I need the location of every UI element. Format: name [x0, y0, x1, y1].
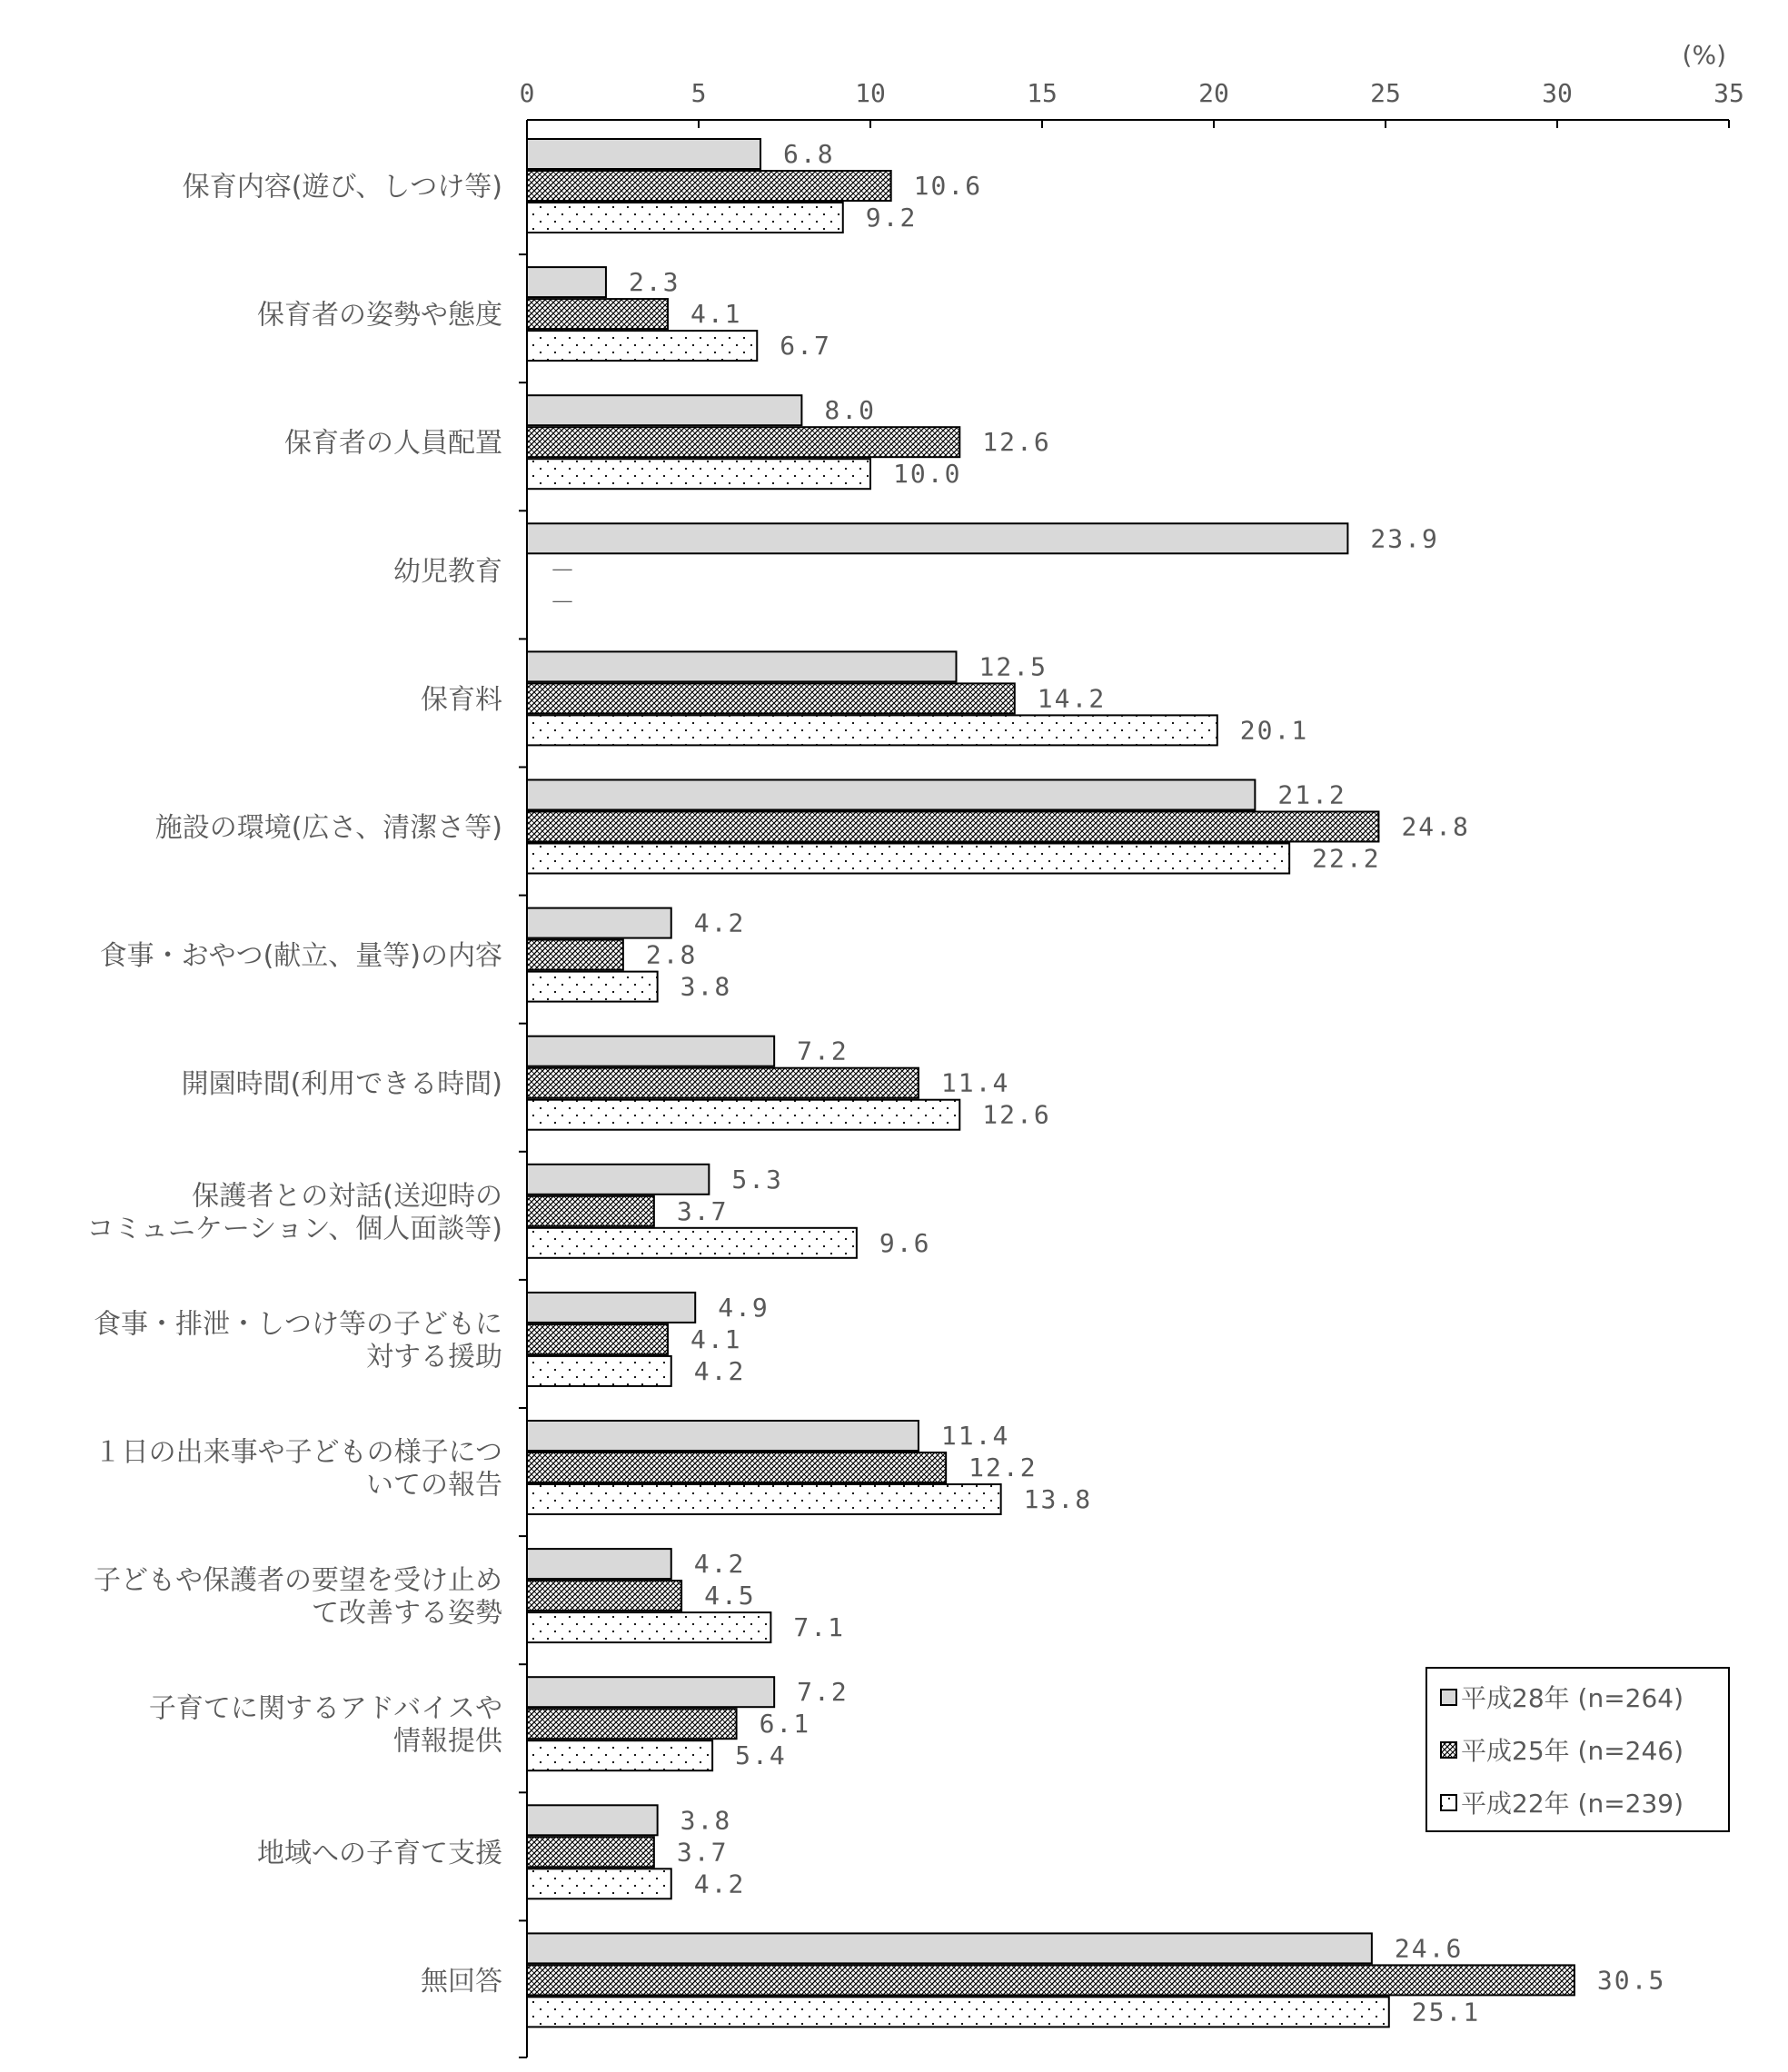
data-label: 10.0: [893, 459, 962, 490]
data-label: 2.3: [628, 267, 680, 298]
data-label: 20.1: [1239, 715, 1309, 746]
bar: [527, 1965, 1574, 1995]
data-label: 5.4: [735, 1740, 787, 1771]
data-label: 7.2: [797, 1677, 849, 1708]
legend-swatch: [1441, 1690, 1456, 1705]
data-label: 30.5: [1596, 1965, 1666, 1996]
bar: [527, 1293, 695, 1323]
category-label: コミュニケーション、個人面談等): [86, 1213, 502, 1245]
bar: [527, 1740, 712, 1770]
bar: [527, 1997, 1389, 2027]
legend-entry: 平成25年 (n=246): [1461, 1736, 1684, 1766]
data-label: 25.1: [1411, 1997, 1481, 2027]
bar: [527, 908, 671, 938]
bar: [527, 1036, 774, 1066]
bar: [527, 1356, 671, 1386]
legend: [1426, 1668, 1729, 1831]
category-label: 子育てに関するアドバイスや: [148, 1692, 502, 1725]
bar: [527, 1100, 959, 1130]
data-label: 6.1: [759, 1709, 811, 1740]
category-label: 食事・排泄・しつけ等の子どもに: [94, 1308, 502, 1341]
x-tick-label: 25: [1370, 78, 1401, 108]
category-label: 対する援助: [366, 1341, 502, 1373]
bar: [527, 812, 1378, 842]
data-label: 4.9: [718, 1292, 770, 1323]
legend-swatch: [1441, 1742, 1456, 1758]
bar: [527, 940, 623, 970]
bars-layer: [527, 139, 1574, 2027]
bar: [527, 780, 1255, 810]
category-label: 子どもや保護者の要望を受け止め: [94, 1564, 502, 1597]
x-tick-label: 5: [690, 78, 707, 108]
x-tick-label: 10: [855, 78, 886, 108]
data-label: 7.1: [793, 1612, 845, 1643]
category-label: 地域への子育て支援: [257, 1837, 502, 1869]
data-label: 3.7: [676, 1837, 729, 1868]
bar: [527, 1709, 737, 1739]
data-label: 3.7: [676, 1195, 729, 1226]
category-label: 保育者の人員配置: [284, 427, 502, 460]
category-label: 施設の環境(広さ、清潔さ等): [154, 812, 502, 844]
bar: [527, 1549, 671, 1579]
bar: [527, 203, 843, 233]
category-label: １日の出来事や子どもの様子につ: [94, 1436, 502, 1469]
bar: [527, 299, 668, 329]
bar: [527, 427, 959, 457]
category-label: て改善する姿勢: [312, 1597, 502, 1630]
bar: [527, 395, 801, 425]
bar: [527, 1837, 654, 1867]
bar: [527, 844, 1289, 874]
data-label: 22.2: [1312, 843, 1381, 874]
data-label: 21.2: [1277, 779, 1346, 810]
bar: [527, 1324, 668, 1354]
category-label: 無回答: [421, 1965, 502, 1998]
data-label: 8.0: [824, 395, 876, 426]
data-label: 4.2: [693, 1549, 746, 1580]
data-label: 4.2: [693, 1355, 746, 1386]
legend-entry: 平成22年 (n=239): [1461, 1789, 1684, 1819]
legend-entry: 平成28年 (n=264): [1461, 1683, 1684, 1713]
data-label: 4.2: [693, 1869, 746, 1899]
category-label: 保育料: [421, 683, 502, 716]
bar: [527, 1581, 681, 1611]
data-label: 4.2: [693, 907, 746, 938]
bar: [527, 1612, 770, 1642]
x-tick-label: 20: [1198, 78, 1229, 108]
data-label: 12.6: [982, 1099, 1051, 1130]
axis-unit-label: (%): [1682, 40, 1726, 70]
data-label: 4.1: [690, 299, 742, 330]
bar: [527, 1484, 1001, 1514]
data-label: 24.8: [1401, 811, 1470, 842]
category-label: 保育者の姿勢や態度: [257, 299, 502, 332]
bar: [527, 1421, 919, 1451]
data-label: －: [550, 555, 578, 586]
bar: [527, 1196, 654, 1226]
data-label: 23.9: [1370, 523, 1439, 554]
data-label: 14.2: [1037, 683, 1107, 714]
bar: [527, 1165, 709, 1195]
bar: [527, 267, 606, 297]
bar: [527, 715, 1217, 745]
data-label: 4.1: [690, 1324, 742, 1354]
bar: [527, 459, 870, 489]
bar: [527, 683, 1015, 713]
data-label: 6.8: [783, 139, 835, 169]
category-label: いての報告: [366, 1469, 502, 1502]
data-label: 10.6: [913, 171, 983, 201]
data-label: 12.2: [968, 1452, 1038, 1482]
data-label: 7.2: [797, 1036, 849, 1066]
data-label: 11.4: [940, 1421, 1010, 1451]
bar: [527, 1805, 658, 1835]
data-label: 3.8: [680, 1805, 732, 1836]
category-label: 開園時間(利用できる時間): [181, 1068, 502, 1101]
data-label: 12.5: [978, 651, 1048, 682]
category-label: 幼児教育: [393, 555, 502, 588]
category-label: 保育内容(遊び、しつけ等): [182, 171, 502, 203]
category-label: 保護者との対話(送迎時の: [192, 1180, 502, 1213]
data-label: 9.6: [879, 1227, 931, 1258]
data-label: －: [550, 587, 578, 618]
bar: [527, 651, 957, 681]
bar: [527, 1869, 671, 1899]
data-label: 5.3: [731, 1164, 783, 1195]
bar: [527, 1452, 946, 1482]
data-label: 4.5: [704, 1581, 756, 1611]
data-label: 2.8: [645, 939, 698, 970]
x-tick-label: 30: [1542, 78, 1573, 108]
data-label: 24.6: [1394, 1933, 1464, 1964]
data-label: 11.4: [940, 1067, 1010, 1098]
bar: [527, 972, 658, 1002]
data-label: 6.7: [780, 331, 831, 362]
bar: [527, 1068, 919, 1098]
x-tick-label: 35: [1714, 78, 1744, 108]
data-label: 3.8: [680, 971, 732, 1002]
x-tick-label: 15: [1027, 78, 1058, 108]
bar: [527, 1933, 1372, 1963]
data-label: 12.6: [982, 427, 1051, 458]
bar: [527, 139, 760, 169]
bar: [527, 523, 1347, 553]
data-label: 9.2: [865, 203, 918, 233]
bar: [527, 1677, 774, 1707]
bar: [527, 331, 757, 361]
category-label: 情報提供: [393, 1725, 502, 1758]
data-label: 13.8: [1023, 1484, 1093, 1514]
bar: [527, 171, 891, 201]
x-tick-label: 0: [519, 78, 535, 108]
bar: [527, 1228, 857, 1258]
category-label: 食事・おやつ(献立、量等)の内容: [99, 940, 502, 973]
legend-swatch: [1441, 1795, 1456, 1810]
